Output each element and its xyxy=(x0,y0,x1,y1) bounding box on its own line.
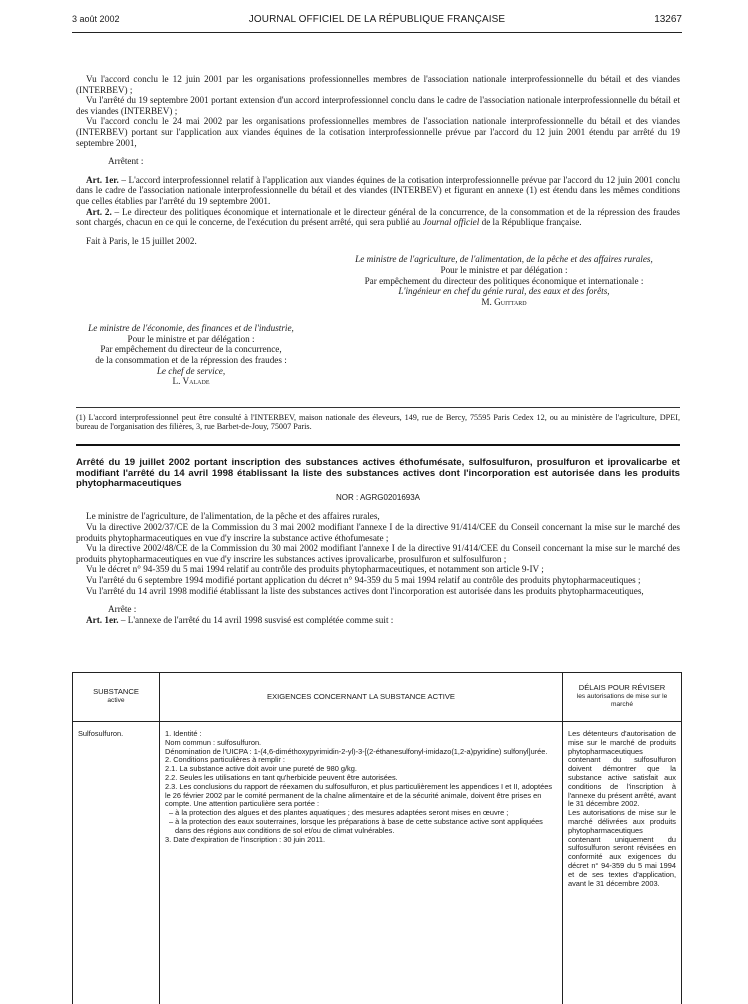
page-number: 13267 xyxy=(654,14,682,25)
signature-name: M. Guittard xyxy=(319,297,689,308)
signature-role: L'ingénieur en chef du génie rural, des eaux et des forêts, xyxy=(319,286,689,297)
signature-name: L. Valade xyxy=(76,376,306,387)
article-1-label: Art. 1er. xyxy=(86,175,119,185)
header-substance-sub: active xyxy=(77,697,155,706)
section-divider xyxy=(76,444,680,446)
issue-date: 3 août 2002 xyxy=(72,14,120,24)
header-rule xyxy=(72,32,682,33)
requirement-line: 2.1. La substance active doit avoir une pureté de 980 g/kg. xyxy=(165,765,557,774)
signature-line: de la consommation et de la répression des fraudes : xyxy=(76,355,306,366)
requirement-line: 2.3. Les conclusions du rapport de réexamen du sulfosulfuron, et plus particulièrement les appendices I et II, adoptées le 26 février 2002 par le comité permanent de la chaîne alimentaire et de la sécurité animale, doivent être prises en compte. Une attention particulière sera portée : xyxy=(165,783,557,809)
requirement-line: Nom commun : sulfosulfuron. xyxy=(165,739,557,748)
footnote-rule xyxy=(76,407,680,408)
signature-line: Pour le ministre et par délégation : xyxy=(319,265,689,276)
delay-paragraph: Les détenteurs d'autorisation de mise sur le marché de produits phytopharmaceutiques contenant du sulfosulfuron doivent démontrer que la substance active satisfait aux conditions de l'inscription à l'annexe du présent arrêté, avant le 31 décembre 2002. xyxy=(568,730,676,809)
header-substance-label: SUBSTANCE xyxy=(77,688,155,697)
page-header xyxy=(72,14,682,28)
header-requirements: EXIGENCES CONCERNANT LA SUBSTANCE ACTIVE xyxy=(160,673,563,722)
signature-line: Par empêchement du directeur des politiques économique et internationale : xyxy=(319,276,689,287)
article-1b-label: Art. 1er. xyxy=(86,615,119,625)
header-substance xyxy=(73,673,160,722)
preamble-paragraph: Vu l'accord conclu le 12 juin 2001 par les organisations professionnelles membres de l'association nationale interprofessionnelle du bétail et des viandes (INTERBEV) ; xyxy=(76,74,680,95)
signature-agriculture xyxy=(319,254,689,307)
substance-table xyxy=(72,672,682,1004)
article-2 xyxy=(76,207,680,228)
footnote: (1) L'accord interprofessionnel peut être consulté à l'INTERBEV, maison nationale des éleveurs, 149, rue de Bercy, 75595 Paris Cedex 12, ou au ministère de l'agriculture, DPEI, bureau de l'organisation des filières, 3, rue Barbet-de-Jouy, 75007 Paris. xyxy=(76,413,680,432)
journal-officiel-ref: Journal officiel xyxy=(423,217,479,227)
visa-paragraph: Vu l'arrêté du 14 avril 1998 modifié établissant la liste des substances actives dont l'incorporation est autorisée dans les produits phytopharmaceutiques, xyxy=(76,586,680,597)
signature-minister: Le ministre de l'agriculture, de l'alimentation, de la pêche et des affaires rurales, xyxy=(319,254,689,265)
article-2-text: – Le directeur des politiques économique et internationale et le directeur général de la concurrence, de la consommation et de la répression des fraudes sont chargés, chacun en ce qui le concerne, de l'exécution du présent arrêté, qui sera publié au xyxy=(76,207,680,228)
signature-role: Le chef de service, xyxy=(76,366,306,377)
article-2-end: de la République française. xyxy=(479,217,581,227)
cell-delays xyxy=(563,722,682,1004)
visa-paragraph: Vu le décret n° 94-359 du 5 mai 1994 relatif au contrôle des produits phytopharmaceutiques, et notamment son article 9-IV ; xyxy=(76,564,680,575)
article-1b-text: – L'annexe de l'arrêté du 14 avril 1998 susvisé est complétée comme suit : xyxy=(119,615,394,625)
preamble-paragraph: Vu l'accord conclu le 24 mai 2002 par les organisations professionnelles membres de l'association nationale interprofessionnelle du bétail et des viandes (INTERBEV) portant sur l'application aux viandes équines de la cotisation interprofessionnelle prévue par l'accord du 12 juin 2001 étendu par arrêté du 19 septembre 2001, xyxy=(76,116,680,148)
requirement-line: Dénomination de l'UICPA : 1-(4,6-diméthoxypyrimidin-2-yl)-3-[(2-éthanesulfonyl-imidazo(1,2-a)pyridine) sulfonyl]urée. xyxy=(165,748,557,757)
requirement-bullet: – à la protection des algues et des plantes aquatiques ; des mesures adaptées seront mises en œuvre ; xyxy=(165,809,557,818)
header-delays xyxy=(563,673,682,722)
header-delays-label: DÉLAIS POUR RÉVISER xyxy=(567,684,677,693)
signature-minister: Le ministre de l'économie, des finances et de l'industrie, xyxy=(76,323,306,334)
delay-paragraph: Les autorisations de mise sur le marché délivrées aux produits phytopharmaceutiques contenant uniquement du sulfosulfuron seront révisées en conformité aux exigences du décret n° 94-359 du 5 mai 1994 et de ses textes d'application, avant le 31 décembre 2003. xyxy=(568,809,676,888)
cell-substance: Sulfosulfuron. xyxy=(73,722,160,1004)
signature-line: Pour le ministre et par délégation : xyxy=(76,334,306,345)
visa-paragraph: Vu la directive 2002/37/CE de la Commission du 3 mai 2002 modifiant l'annexe I de la directive 91/414/CEE du Conseil concernant la mise sur le marché des produits phytopharmaceutiques en vue d'y inscrire la substance active éthofumesate ; xyxy=(76,522,680,543)
decree-intro: Le ministre de l'agriculture, de l'alimentation, de la pêche et des affaires rurales, xyxy=(76,511,680,522)
visa-paragraph: Vu l'arrêté du 6 septembre 1994 modifié portant application du décret n° 94-359 du 5 mai 1994 relatif au contrôle des produits phytopharmaceutiques ; xyxy=(76,575,680,586)
article-1 xyxy=(76,175,680,207)
page-body xyxy=(76,74,680,625)
article-1-annex xyxy=(76,615,680,626)
table-header-row xyxy=(73,673,682,722)
article-1-text: – L'accord interprofessionnel relatif à l'application aux viandes équines de la cotisation interprofessionnelle prévue par l'accord du 12 juin 2001 conclu dans le cadre de l'association nationale interprofessionnelle du bétail et des viandes (INTERBEV) et figurant en annexe (1) est étendu dans les mêmes conditions que celles établies par l'arrêté du 19 septembre 2001. xyxy=(76,175,680,206)
preamble-paragraph: Vu l'arrêté du 19 septembre 2001 portant extension d'un accord interprofessionnel conclu dans le cadre de l'association nationale interprofessionnelle du bétail et des viandes (INTERBEV) ; xyxy=(76,95,680,116)
requirement-line: 2. Conditions particulières à remplir : xyxy=(165,756,557,765)
signature-economie xyxy=(76,323,306,387)
requirement-bullet: – à la protection des eaux souterraines, lorsque les préparations à base de cette substance active sont appliquées dans des régions aux conditions de sol et/ou de climat vulnérables. xyxy=(165,818,557,836)
signature-line: Par empêchement du directeur de la concurrence, xyxy=(76,344,306,355)
arrete-heading: Arrête : xyxy=(76,604,680,615)
cell-requirements xyxy=(160,722,563,1004)
fait-a-paris: Fait à Paris, le 15 juillet 2002. xyxy=(76,236,680,247)
visa-paragraph: Vu la directive 2002/48/CE de la Commission du 30 mai 2002 modifiant l'annexe I de la directive 91/414/CEE du Conseil concernant la mise sur le marché des produits phytopharmaceutiques en vue d'y inscrire les substances actives iprovalicarbe, prosulfuron et sulfosulfuron ; xyxy=(76,543,680,564)
nor-reference: NOR : AGRG0201693A xyxy=(76,493,680,504)
article-2-label: Art. 2. xyxy=(86,207,112,217)
arretent-heading: Arrêtent : xyxy=(76,156,680,167)
requirement-line: 3. Date d'expiration de l'inscription : 30 juin 2011. xyxy=(165,836,557,845)
journal-title: JOURNAL OFFICIEL DE LA RÉPUBLIQUE FRANÇAISE xyxy=(72,14,682,25)
requirement-line: 2.2. Seules les utilisations en tant qu'herbicide peuvent être autorisées. xyxy=(165,774,557,783)
section-title: Arrêté du 19 juillet 2002 portant inscription des substances actives éthofumésate, sulfosulfuron, prosulfuron et iprovalicarbe et modifiant l'arrêté du 14 avril 1998 établissant la liste des substances actives dont l'incorporation est autorisée dans les produits phytopharmaceutiques xyxy=(76,458,680,490)
table-row xyxy=(73,722,682,1004)
requirement-line: 1. Identité : xyxy=(165,730,557,739)
header-delays-sub: les autorisations de mise sur le marché xyxy=(567,693,677,711)
